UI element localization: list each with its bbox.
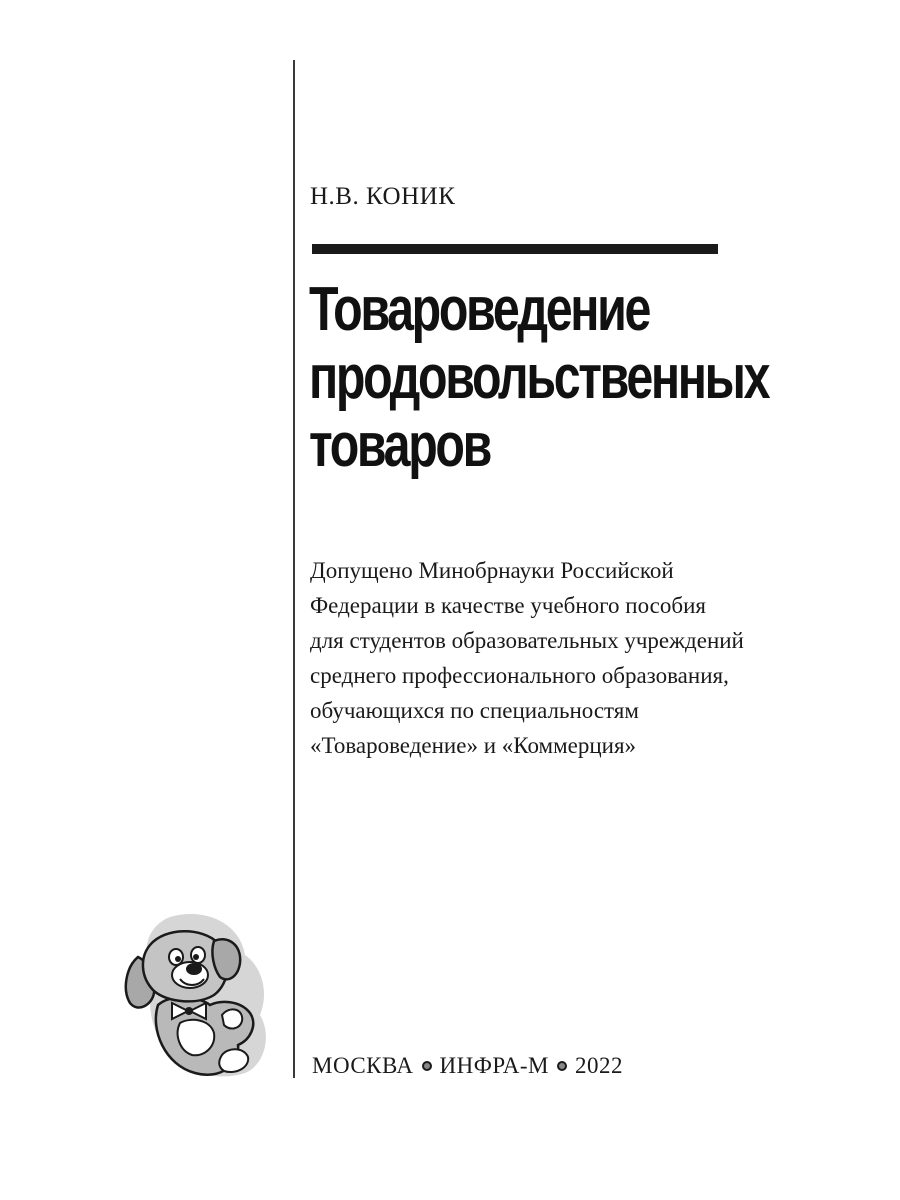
- title-line: товаров: [309, 411, 491, 480]
- imprint: [312, 1053, 623, 1079]
- imprint-city: МОСКВА: [312, 1053, 414, 1078]
- approval-line: обучающихся по специальностям: [310, 698, 639, 723]
- approval-line: для студентов образовательных учреждений: [310, 628, 744, 653]
- approval-statement: [310, 553, 750, 763]
- approval-line: среднего профессионального образования,: [310, 663, 729, 688]
- approval-line: Федерации в качестве учебного пособия: [310, 593, 706, 618]
- imprint-year: 2022: [575, 1053, 623, 1078]
- approval-line: Допущено Минобрнауки Российской: [310, 558, 674, 583]
- imprint-publisher: ИНФРА-М: [439, 1053, 549, 1078]
- author-name: Н.В. КОНИК: [310, 183, 456, 210]
- book-title: [309, 275, 769, 480]
- cartoon-dog-mascot-icon: [110, 905, 280, 1085]
- vertical-rule: [293, 60, 295, 1078]
- approval-line: «Товароведение» и «Коммерция»: [310, 733, 637, 758]
- title-line: Товароведение: [309, 275, 650, 344]
- title-line: продовольственных: [309, 343, 769, 412]
- circle-dot-icon: [422, 1061, 432, 1071]
- title-rule: [312, 244, 718, 254]
- circle-dot-icon: [557, 1061, 567, 1071]
